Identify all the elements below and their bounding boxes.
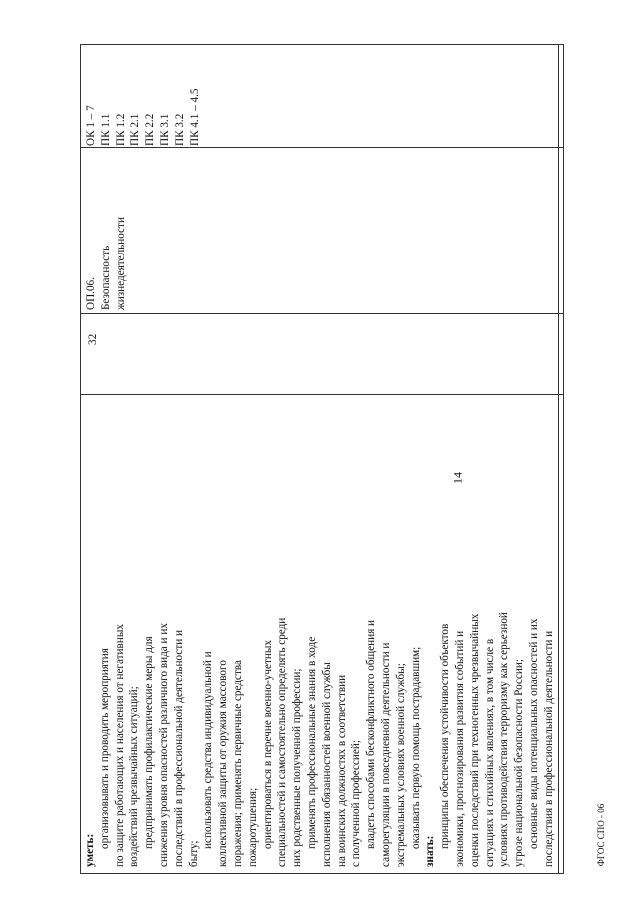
content-line: коллективной защиты от оружия массового [217,660,230,867]
discipline-cell [84,217,128,310]
column-divider-right [558,44,559,874]
competency-code: ПК 1.1 [99,113,112,146]
content-line: исполнения обязанностей военной службы [320,662,333,867]
content-line: поражения; применять первичные средства [231,660,244,867]
row-divider-competencies [80,147,564,148]
content-line: саморегуляции в повседневной деятельности и [379,642,392,867]
content-line: с полученной профессией; [350,740,363,867]
content-line: ориентироваться в перечне военно-учетных [261,640,274,849]
content-line: угрозе национальной безопасности России; [513,658,526,867]
competency-code: ПК 2.2 [144,113,157,146]
content-line: принципы обеспечения устойчивости объектов [439,623,452,849]
content-line: пожаротушения; [246,787,259,867]
content-line: ситуациях и стихийных явлениях, в том числе в [483,638,496,867]
footer-code: ФГОС СПО - 06 [596,803,606,867]
hours-cell [86,334,101,345]
competencies-cell [84,89,202,147]
competency-code: ОК 1 – 7 [85,105,97,146]
competency-code: ПК 2.1 [129,113,142,146]
content-line: воздействий чрезвычайных ситуаций; [128,686,141,867]
content-line: специальностей и самостоятельно определять среди [276,617,289,867]
discipline-line: ОП.06. [85,277,97,310]
content-line: предпринимать профилактические меры для [143,636,156,849]
row-divider-hours [80,394,564,395]
content-line: по защите работающих и населения от негативных [113,624,126,867]
content-cell [83,612,557,867]
content-line: оказывать первую помощь пострадавшим; [409,646,422,849]
content-line: владеть способами бесконфликтного общения и [365,619,378,849]
content-line: использовать средства индивидуальной и [202,651,215,849]
content-line: экономики, прогнозирования развития событий и [453,630,466,867]
content-line: уметь: [84,833,96,867]
content-line: организовывать и проводить мероприятия [98,648,111,849]
content-line: знать: [424,835,437,867]
competency-code: ПК 3.2 [173,113,186,146]
hours-value: 32 [87,333,99,345]
content-line: оценки последствий при техногенных чрезвычайных [468,613,481,867]
competency-code: ПК 1.2 [114,113,127,146]
content-line: условиях противодействия терроризму как серьезной [498,612,511,867]
competency-code: ПК 4.1 – 4.5 [188,88,201,146]
competency-code: ПК 3.1 [158,113,171,146]
discipline-line: Безопасность [99,245,112,310]
row-divider-discipline [80,313,564,314]
content-line: быту; [187,840,200,867]
content-line: основные виды потенциальных опасностей и их [527,618,540,849]
content-line: экстремальных условиях военной службы; [394,663,407,867]
content-line: на воинских должностях в соответствии [335,674,348,867]
content-line: последствий в профессиональной деятельности и [172,629,185,867]
content-line: них родственные полученной профессии; [291,668,304,867]
page-number: 14 [450,472,465,484]
content-line: применять профессиональные знания в ходе [305,636,318,849]
content-line: снижения уровня опасностей различного вида и их [157,623,170,867]
content-line: последствия в профессиональной деятельности и [542,630,555,867]
discipline-line: жизнедеятельности [114,217,127,310]
